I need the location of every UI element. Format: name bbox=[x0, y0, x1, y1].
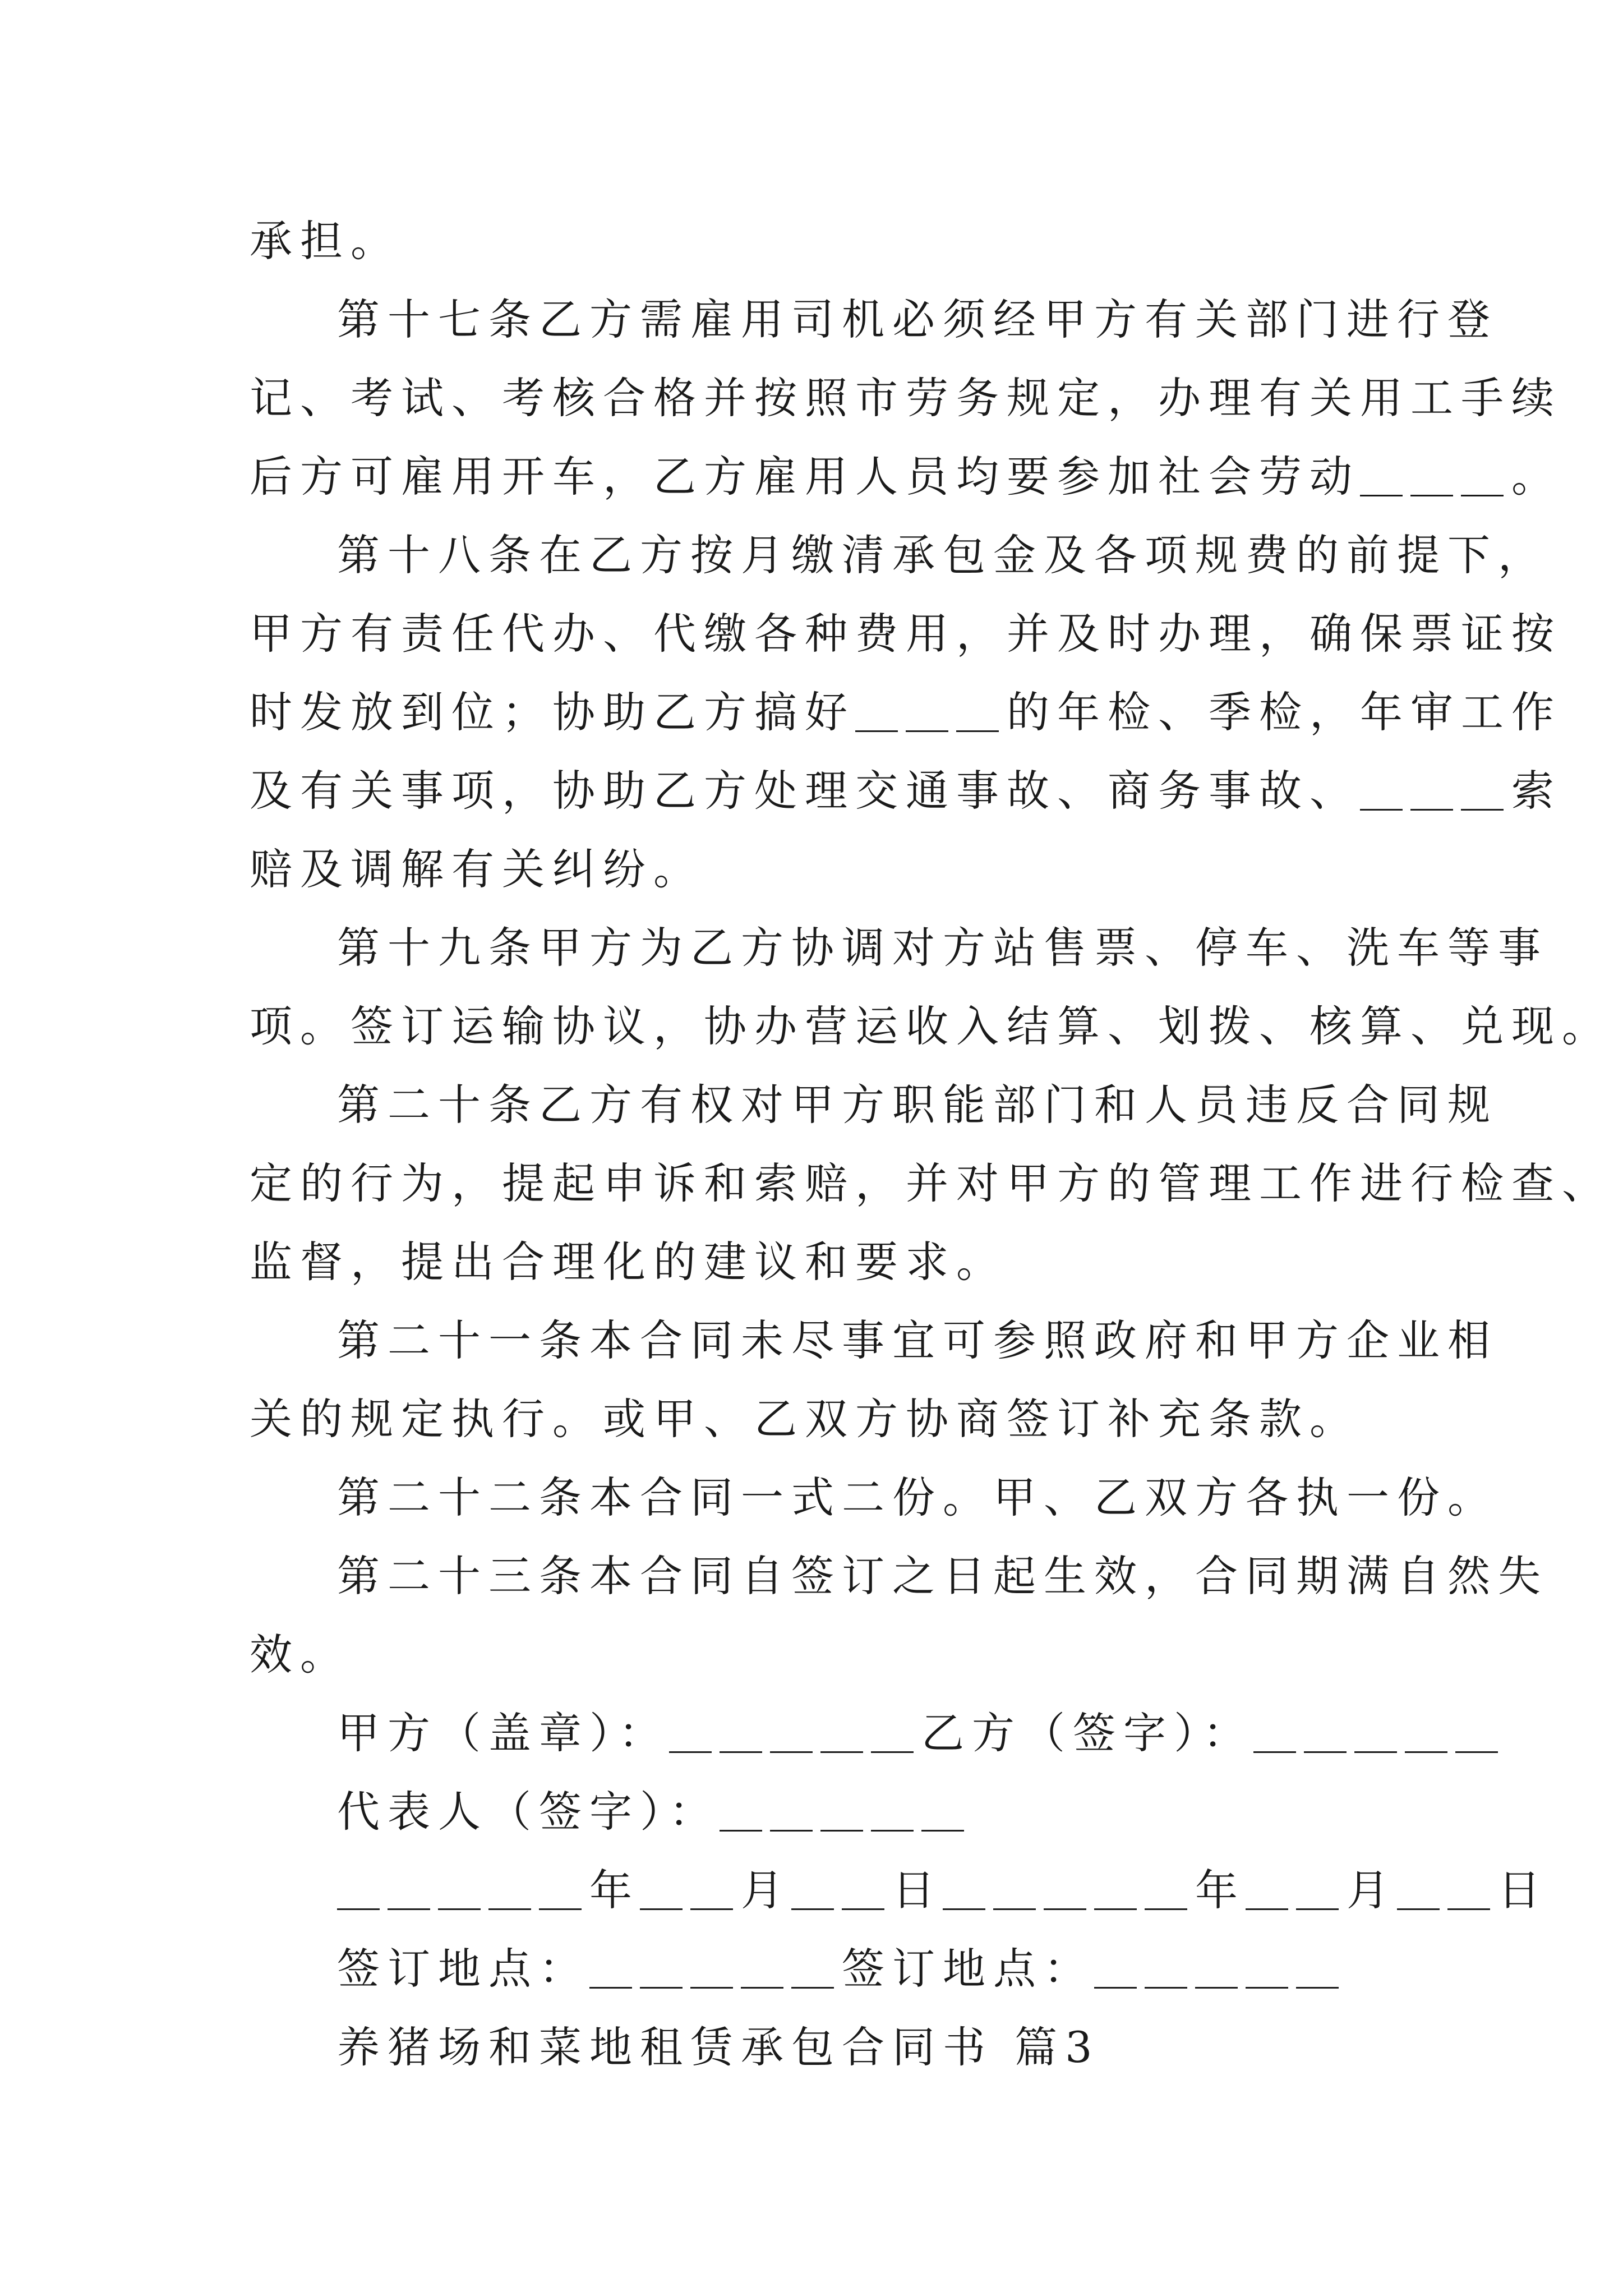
article-20-line-3: 监督，提出合理化的建议和要求。 bbox=[250, 1237, 1007, 1287]
section-heading: 养猪场和菜地租赁承包合同书 篇3 bbox=[337, 2022, 1100, 2072]
signature-location-line: 签订地点：＿＿＿＿＿签订地点：＿＿＿＿＿ bbox=[337, 1944, 1347, 1994]
article-18-line-1: 第十八条在乙方按月缴清承包金及各项规费的前提下， bbox=[337, 530, 1548, 580]
article-21-line-2: 关的规定执行。或甲、乙双方协商签订补充条款。 bbox=[250, 1394, 1360, 1444]
article-20-line-1: 第二十条乙方有权对甲方职能部门和人员违反合同规 bbox=[337, 1080, 1498, 1130]
article-18-line-2: 甲方有责任代办、代缴各种费用，并及时办理，确保票证按 bbox=[250, 609, 1562, 659]
article-17-line-3: 后方可雇用开车，乙方雇用人员均要参加社会劳动＿＿＿。 bbox=[250, 452, 1562, 501]
article-23-line-1: 第二十三条本合同自签订之日起生效，合同期满自然失 bbox=[337, 1551, 1548, 1601]
article-18-line-3: 时发放到位；协助乙方搞好＿＿＿的年检、季检，年审工作 bbox=[250, 687, 1562, 737]
text-line: 承担。 bbox=[250, 216, 401, 266]
signature-representative-line: 代表人（签字）：＿＿＿＿＿ bbox=[337, 1787, 972, 1837]
article-19-line-1: 第十九条甲方为乙方协调对方站售票、停车、洗车等事 bbox=[337, 923, 1548, 973]
article-17-line-1: 第十七条乙方需雇用司机必须经甲方有关部门进行登 bbox=[337, 295, 1498, 344]
document-page bbox=[250, 202, 1612, 2087]
signature-date-line: ＿＿＿＿＿年＿＿月＿＿日＿＿＿＿＿年＿＿月＿＿日 bbox=[337, 1865, 1548, 1915]
signature-party-line: 甲方（盖章）：＿＿＿＿＿乙方（签字）：＿＿＿＿＿ bbox=[337, 1708, 1506, 1758]
article-23-line-2: 效。 bbox=[250, 1630, 351, 1680]
article-18-line-4: 及有关事项，协助乙方处理交通事故、商务事故、＿＿＿索 bbox=[250, 766, 1562, 816]
article-18-line-5: 赔及调解有关纠纷。 bbox=[250, 844, 704, 894]
article-21-line-1: 第二十一条本合同未尽事宜可参照政府和甲方企业相 bbox=[337, 1315, 1498, 1365]
article-19-line-2: 项。签订运输协议，协办营运收入结算、划拨、核算、兑现。 bbox=[250, 1001, 1612, 1051]
article-17-line-2: 记、考试、考核合格并按照市劳务规定，办理有关用工手续 bbox=[250, 373, 1562, 423]
article-22-line: 第二十二条本合同一式二份。甲、乙双方各执一份。 bbox=[337, 1473, 1498, 1522]
article-20-line-2: 定的行为，提起申诉和索赔，并对甲方的管理工作进行检查、 bbox=[250, 1158, 1612, 1208]
